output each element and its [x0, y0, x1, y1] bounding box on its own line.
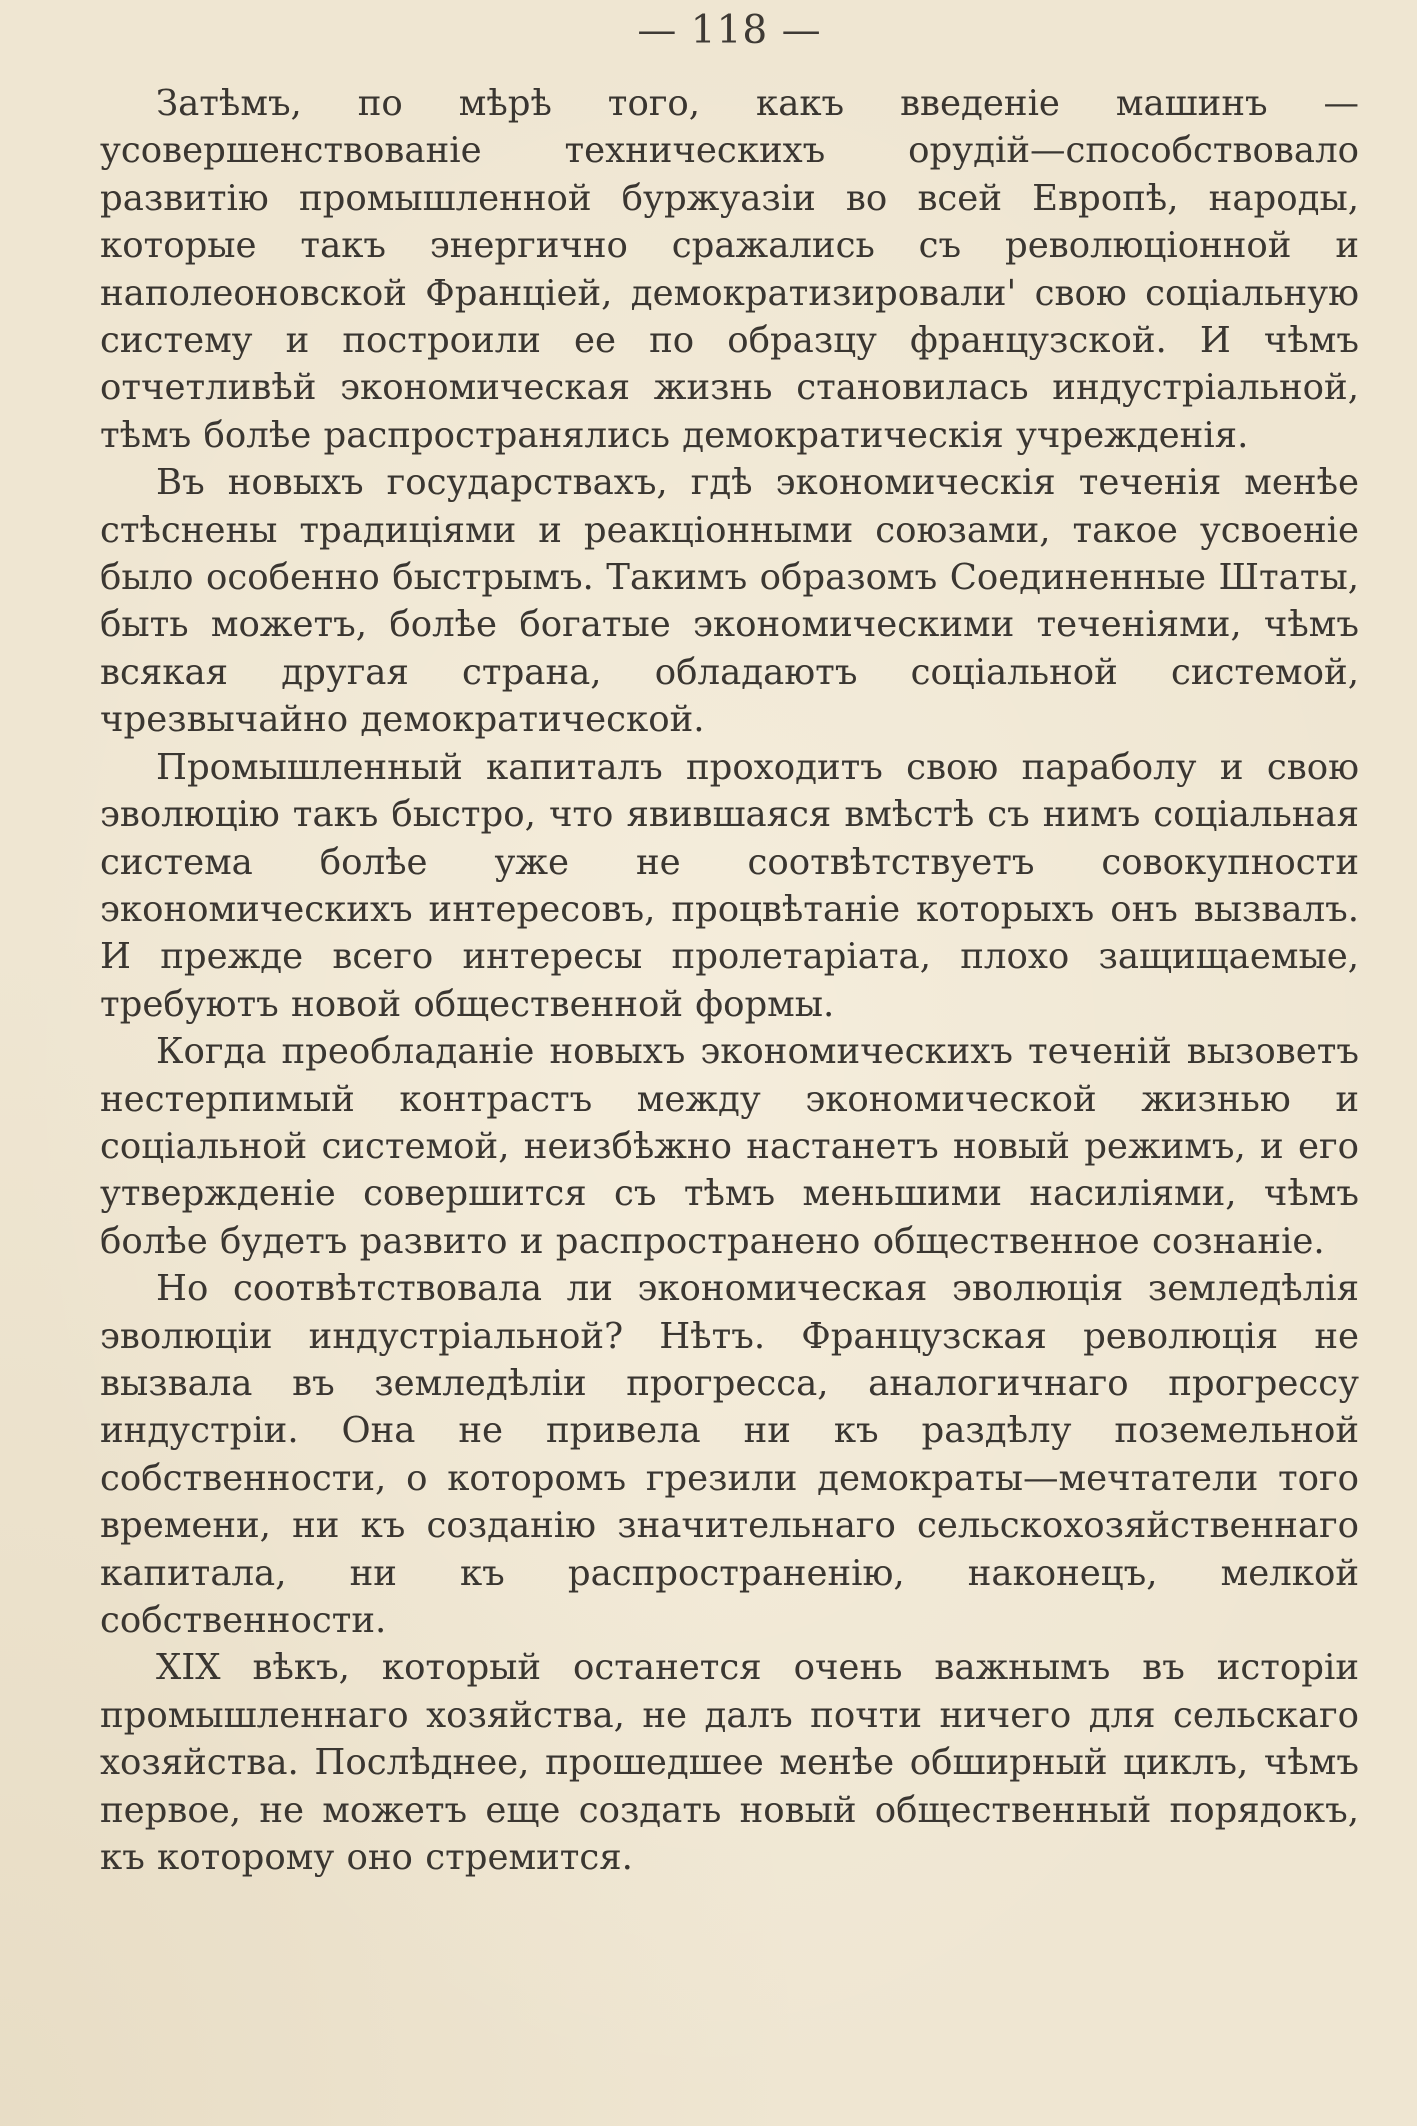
- paragraph-1: Затѣмъ, по мѣрѣ того, какъ введеніе машинъ —усовершенствованіе техническихъ орудій—способствовало развитію промышленной буржуазіи во всей Европѣ, народы, которые такъ энергично сражались съ революціонной и наполеоновской Франціей, демократизировали' свою соціальную систему и построили ее по образцу французской. И чѣмъ отчетливѣй экономическая жизнь становилась индустріальной, тѣмъ болѣе распространялись демократическія учрежденія.: [100, 83, 1359, 456]
- paragraph-3: Промышленный капиталъ проходитъ свою параболу и свою эволюцію такъ быстро, что явившаяся вмѣстѣ съ нимъ соціальная система болѣе уже не соотвѣтствуетъ совокупности экономическихъ интересовъ, процвѣтаніе которыхъ онъ вызвалъ. И прежде всего интересы пролетаріата, плохо защищаемые, требуютъ новой общественной формы.: [100, 746, 1359, 1025]
- page-text: [100, 80, 1359, 1881]
- paragraph-4: Когда преобладаніе новыхъ экономическихъ теченій вызоветъ нестерпимый контрастъ между экономической жизнью и соціальной системой, неизбѣжно настанетъ новый режимъ, и его утвержденіе совершится съ тѣмъ меньшими насиліями, чѣмъ болѣе будетъ развито и распространено общественное сознаніе.: [100, 1031, 1359, 1262]
- paragraph-6: XIX вѣкъ, который останется очень важнымъ въ исторіи промышленнаго хозяйства, не далъ почти ничего для сельскаго хозяйства. Послѣднее, прошедшее менѣе обширный циклъ, чѣмъ первое, не можетъ еще создать новый общественный порядокъ, къ которому оно стремится.: [100, 1647, 1359, 1879]
- paragraph-5: Но соотвѣтствовала ли экономическая эволюція земледѣлія эволюціи индустріальной? Нѣтъ. Французская революція не вызвала въ земледѣліи прогресса, аналогичнаго прогрессу индустріи. Она не привела ни къ раздѣлу поземельной собственности, о которомъ грезили демократы—мечтатели того времени, ни къ созданію значительнаго сельскохозяйственнаго капитала, ни къ распространенію, наконецъ, мелкой собственности.: [100, 1268, 1359, 1641]
- page-number: — 118 —: [637, 8, 822, 53]
- paragraph-2: Въ новыхъ государствахъ, гдѣ экономическія теченія менѣе стѣснены традиціями и реакціонными союзами, такое усвоеніе было особенно быстрымъ. Такимъ образомъ Соединенные Штаты, быть можетъ, болѣе богатые экономическими теченіями, чѣмъ всякая другая страна, обладаютъ соціальной системой, чрезвычайно демократической.: [100, 462, 1359, 741]
